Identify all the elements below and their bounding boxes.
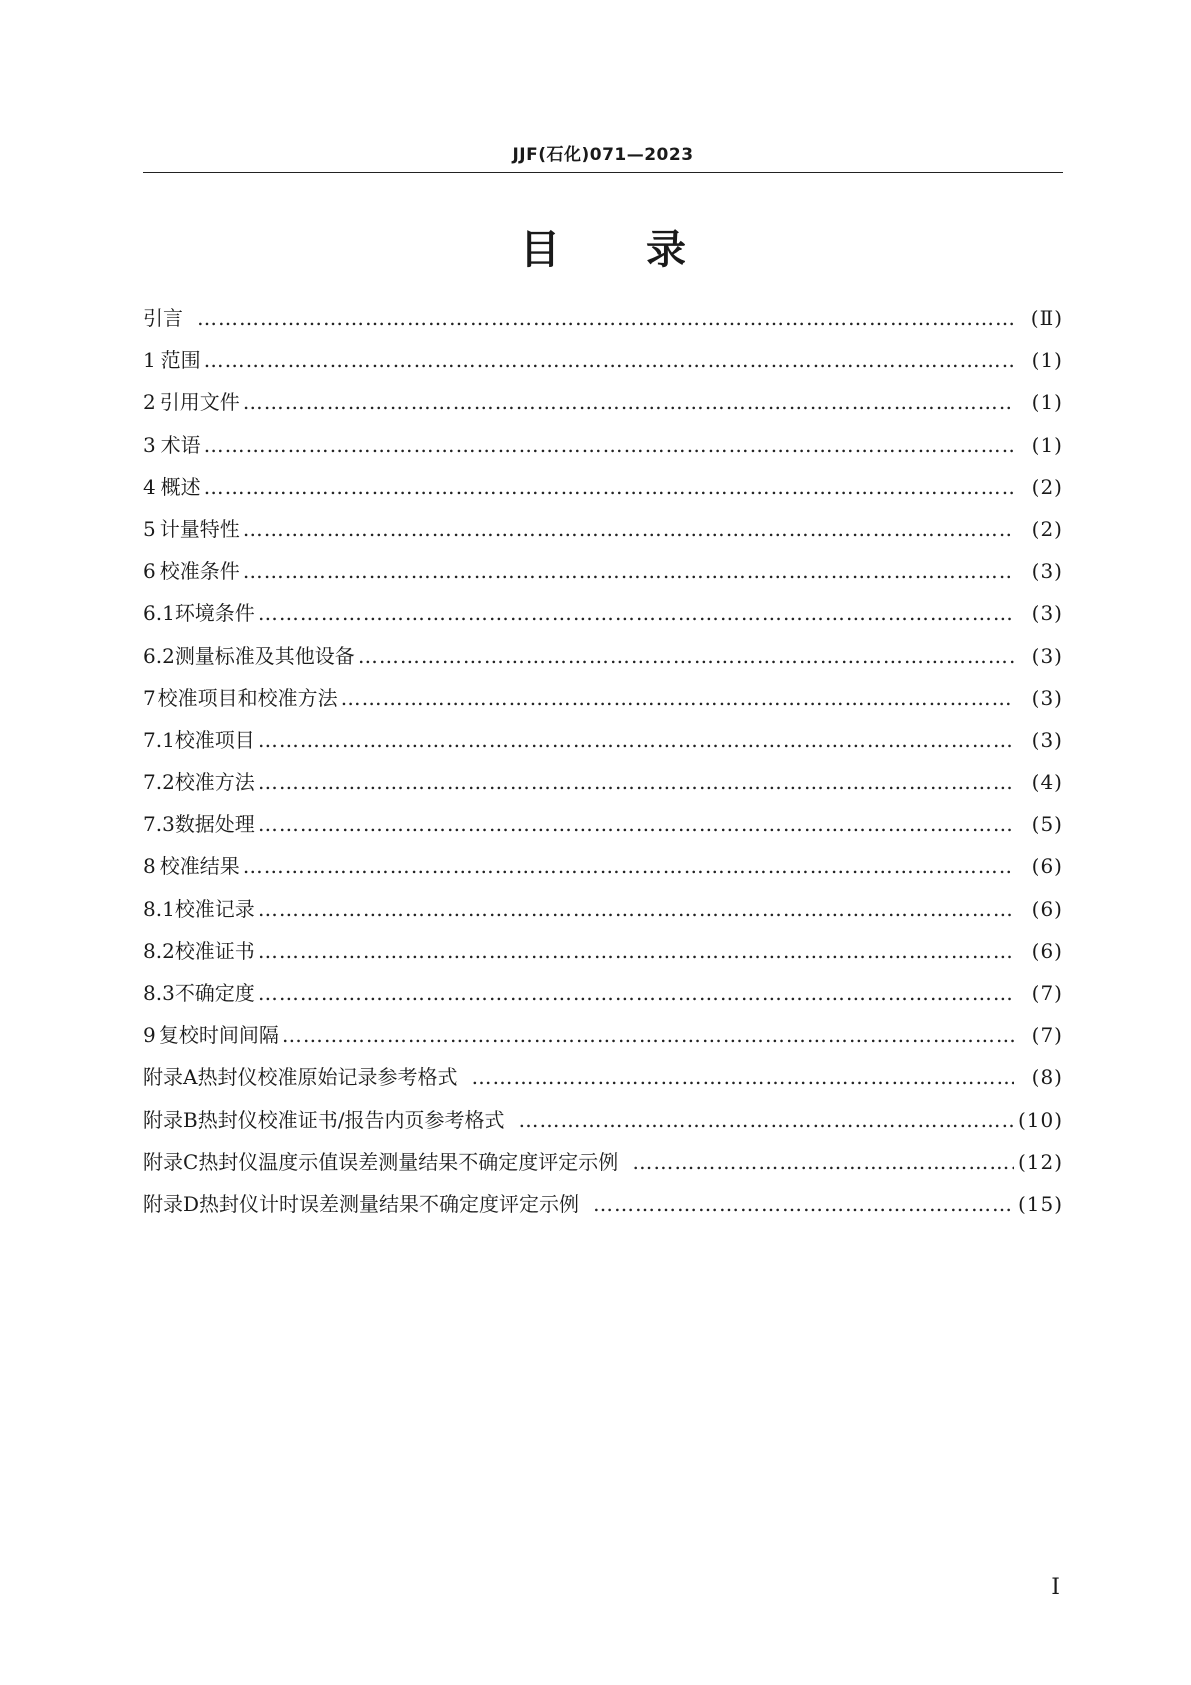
toc-entry-number: 5	[143, 516, 156, 541]
toc-entry-title: 校准证书	[174, 938, 255, 963]
header-rule	[143, 172, 1063, 173]
toc-entry-title: 术语	[160, 432, 201, 457]
toc-dot-leader	[204, 475, 1014, 499]
toc-entry-page: (2)	[1031, 516, 1063, 541]
toc-entry-number: 6.1	[143, 601, 175, 626]
toc-entry-title: 热封仪校准原始记录参考格式	[197, 1065, 458, 1090]
toc-dot-leader	[258, 770, 1014, 794]
toc-entry-page: (6)	[1031, 896, 1063, 921]
toc-entry-number: 7.3	[143, 812, 175, 837]
toc-dot-leader	[632, 1150, 1014, 1174]
toc-dot-leader	[197, 306, 1014, 330]
standard-code-header: JJF(石化)071—2023	[512, 145, 694, 165]
toc-dot-leader	[243, 517, 1014, 541]
toc-dot-leader	[243, 854, 1014, 878]
toc-entry-title: 热封仪计时误差测量结果不确定度评定示例	[199, 1191, 580, 1216]
toc-entry-page: (1)	[1031, 348, 1063, 373]
toc-entry-title: 引用文件	[159, 390, 240, 415]
toc-dot-leader	[258, 728, 1014, 752]
toc-dot-leader	[258, 601, 1014, 625]
toc-entry-number: 附录A	[143, 1065, 198, 1090]
toc-entry[interactable]	[143, 597, 1063, 639]
toc-entry-number: 1	[143, 348, 156, 373]
toc-entry[interactable]	[143, 302, 1063, 344]
toc-dot-leader	[258, 939, 1014, 963]
toc-entry-page: (3)	[1031, 643, 1063, 668]
toc-entry[interactable]	[143, 1188, 1063, 1230]
toc-entry-title: 校准项目	[174, 727, 255, 752]
toc-entry[interactable]	[143, 850, 1063, 892]
toc-entry-page: (6)	[1031, 938, 1063, 963]
toc-dot-leader	[341, 686, 1014, 710]
toc-entry-page: (3)	[1031, 685, 1063, 710]
toc-dot-leader	[258, 812, 1014, 836]
toc-entry-page: (5)	[1031, 812, 1063, 837]
toc-entry-title: 测量标准及其他设备	[174, 643, 355, 668]
toc-entry-page: (3)	[1031, 559, 1063, 584]
toc-entry-title: 校准条件	[159, 559, 240, 584]
toc-entry-number: 8.2	[143, 938, 175, 963]
toc-entry[interactable]	[143, 808, 1063, 850]
toc-title: 目录	[520, 227, 772, 273]
toc-entry[interactable]	[143, 977, 1063, 1019]
toc-entry-number: 6	[143, 559, 156, 584]
toc-entry-page: (2)	[1031, 474, 1063, 499]
toc-entry-number: 8.3	[143, 981, 175, 1005]
toc-entry[interactable]	[143, 344, 1063, 386]
toc-entry[interactable]	[143, 640, 1063, 682]
toc-entry-title: 数据处理	[174, 812, 255, 837]
toc-entry-number: 2	[143, 390, 156, 415]
toc-entry-title: 校准方法	[174, 770, 255, 795]
toc-entry-title: 范围	[160, 348, 201, 373]
toc-entry-title: 不确定度	[174, 981, 255, 1005]
toc-entry-page: (1)	[1031, 432, 1063, 457]
toc-entry[interactable]	[143, 724, 1063, 766]
toc-dot-leader	[258, 897, 1014, 921]
toc-entry-number: 8	[143, 854, 156, 879]
toc-entry[interactable]	[143, 682, 1063, 724]
toc-entry[interactable]	[143, 935, 1063, 977]
toc-entry-number: 4	[143, 474, 156, 499]
toc-entry-page: (1)	[1031, 390, 1063, 415]
toc-entry-title: 复校时间间隔	[158, 1023, 279, 1048]
toc-entry-page: (6)	[1031, 854, 1063, 879]
toc-entry-page: (8)	[1031, 1065, 1063, 1090]
toc-entry-page: (3)	[1031, 727, 1063, 752]
toc-entry-page: (15)	[1017, 1191, 1063, 1216]
toc-entry[interactable]	[143, 1104, 1063, 1146]
toc-entry-page: (7)	[1031, 1023, 1063, 1048]
toc-entry-title: 热封仪校准证书/报告内页参考格式	[197, 1107, 505, 1132]
toc-entry-page: (Ⅱ)	[1030, 306, 1063, 330]
toc-entry[interactable]	[143, 555, 1063, 597]
toc-dot-leader	[243, 559, 1014, 583]
toc-entry[interactable]	[143, 1146, 1063, 1188]
toc-entry[interactable]	[143, 893, 1063, 935]
toc-dot-leader	[243, 390, 1014, 414]
toc-entry[interactable]	[143, 513, 1063, 555]
toc-entry-title: 计量特性	[159, 516, 240, 541]
toc-entry[interactable]	[143, 429, 1063, 471]
toc-dot-leader	[358, 644, 1014, 668]
toc-entry-title: 校准项目和校准方法	[157, 685, 338, 710]
toc-entry-number: 附录B	[143, 1107, 198, 1132]
toc-entry-page: (12)	[1017, 1149, 1063, 1174]
toc-dot-leader	[204, 433, 1014, 457]
toc-entry[interactable]	[143, 1019, 1063, 1061]
toc-entry-number: 7.1	[143, 727, 175, 752]
toc-entry-number: 3	[143, 432, 156, 457]
toc-dot-leader	[518, 1108, 1014, 1132]
toc-entry-title: 引言	[143, 306, 183, 330]
toc-entry-title: 校准记录	[174, 896, 255, 921]
toc-entry[interactable]	[143, 471, 1063, 513]
toc-entry-title: 环境条件	[174, 601, 255, 626]
toc-entry[interactable]	[143, 766, 1063, 808]
toc-entry-number: 8.1	[143, 896, 175, 921]
toc-entry-page: (4)	[1031, 770, 1063, 795]
toc-entry-page: (3)	[1031, 601, 1063, 626]
toc-dot-leader	[258, 981, 1014, 1005]
toc-dot-leader	[204, 348, 1014, 372]
toc-entry-number: 附录C	[143, 1149, 199, 1174]
toc-entry-number: 7	[143, 685, 156, 710]
toc-entry-number: 6.2	[143, 643, 175, 668]
page-number: Ⅰ	[1051, 1575, 1060, 1600]
toc-entry-number: 7.2	[143, 770, 175, 795]
toc-entry-number: 9	[143, 1023, 156, 1048]
toc-entry[interactable]	[143, 1061, 1063, 1103]
toc-entry-title: 校准结果	[159, 854, 240, 879]
toc-entry[interactable]	[143, 386, 1063, 428]
toc-entry-page: (10)	[1017, 1107, 1063, 1132]
toc-entry-title: 概述	[160, 474, 201, 499]
toc-entry-title: 热封仪温度示值误差测量结果不确定度评定示例	[198, 1149, 619, 1174]
toc-entry-number: 附录D	[143, 1191, 200, 1216]
toc-entry-page: (7)	[1031, 981, 1063, 1005]
toc-dot-leader	[282, 1023, 1014, 1047]
toc-dot-leader	[471, 1065, 1014, 1089]
table-of-contents	[143, 302, 1063, 1230]
toc-dot-leader	[593, 1192, 1014, 1216]
